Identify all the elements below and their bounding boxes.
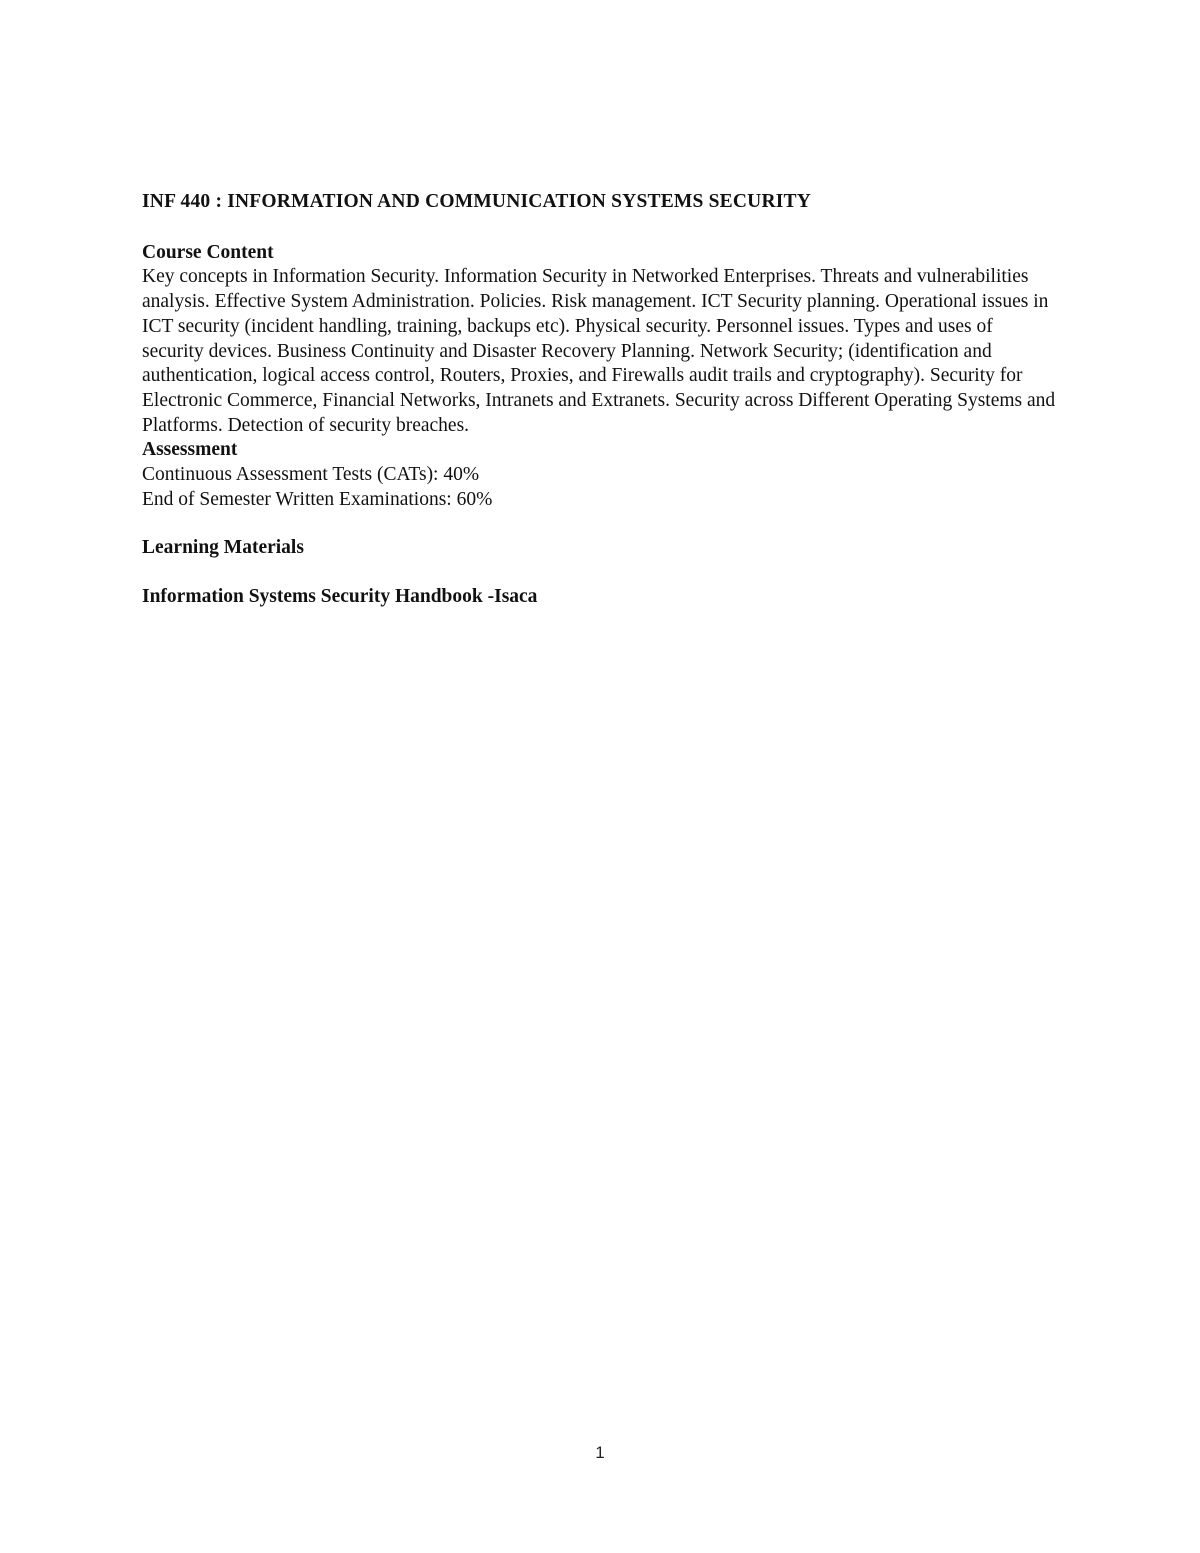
learning-materials-heading: Learning Materials	[142, 537, 304, 559]
spacer	[142, 561, 1057, 585]
spacer	[142, 512, 1057, 536]
course-content-heading: Course Content	[142, 241, 274, 263]
assessment-heading: Assessment	[142, 439, 238, 461]
assessment-cats: Continuous Assessment Tests (CATs): 40%	[142, 464, 480, 486]
page-number: 1	[595, 1443, 605, 1462]
course-title: INF 440 : INFORMATION AND COMMUNICATION SYSTEMS SECURITY	[142, 191, 812, 212]
course-content-text: Key concepts in Information Security. Information Security in Networked Enterprises. Threats and vulnerabilities analysis. Effective System Administration. Policies. Risk management. ICT Security planning. Operational issues in ICT security (incident handling, training, backups etc). Physical security. Personnel issues. Types and uses of security devices. Business Continuity and Disaster Recovery Planning. Network Security; (identification and authentication, logical access control, Routers, Proxies, and Firewalls audit trails and cryptography). Security for Electronic Commerce, Financial Networks, Intranets and Extranets. Security across Different Operating Systems and Platforms. Detection of security breaches.	[142, 266, 1056, 436]
learning-material-item: Information Systems Security Handbook -Isaca	[142, 586, 538, 608]
spacer	[142, 215, 1057, 241]
document-body	[142, 190, 1057, 610]
assessment-exams: End of Semester Written Examinations: 60%	[142, 488, 493, 510]
